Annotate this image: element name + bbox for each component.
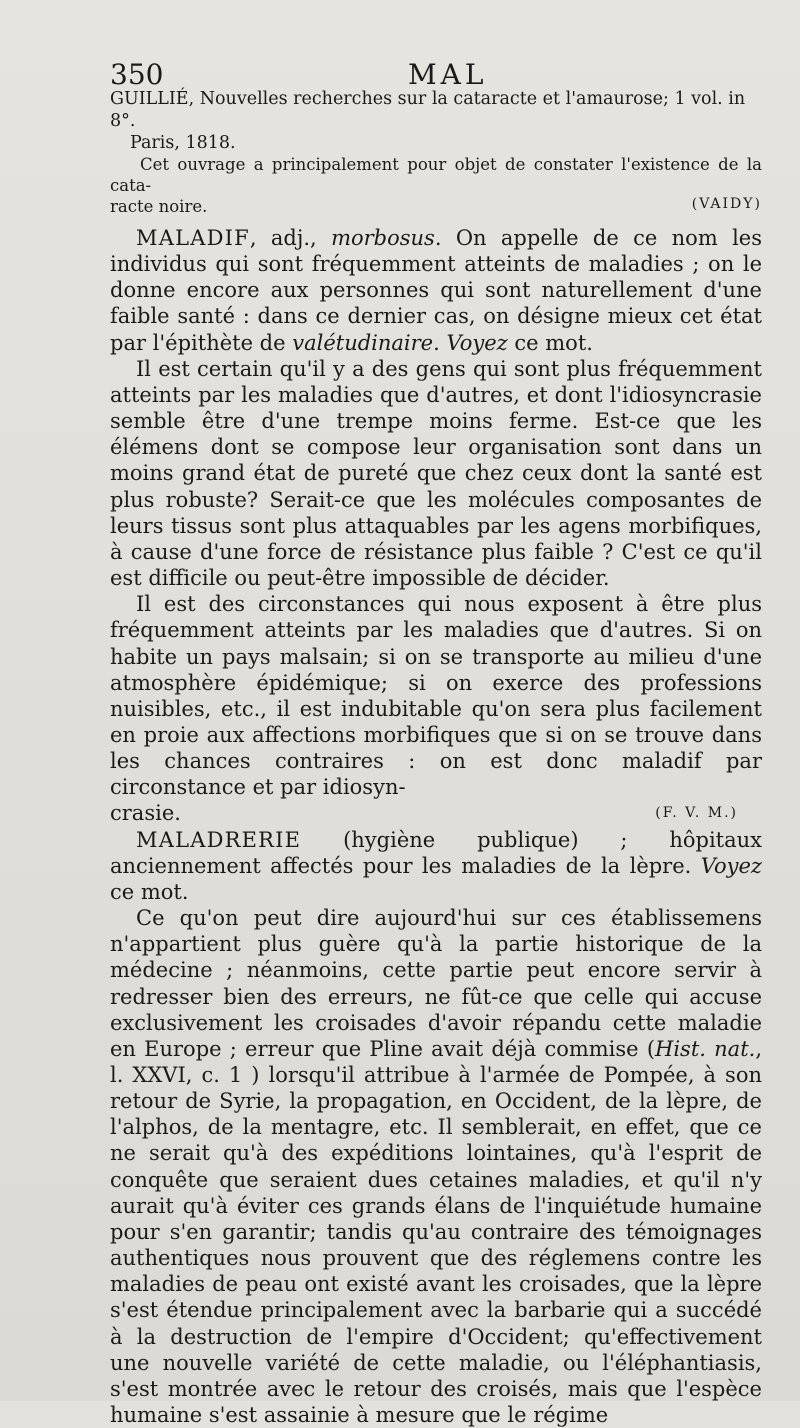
author-signature: (F. V. M.) — [655, 805, 738, 822]
reference-title: , Nouvelles recherches sur la cataracte et l'amaurose; 1 vol. in 8°. — [110, 89, 746, 131]
reference-note-line1: Cet ouvrage a principalement pour objet de constater l'existence de la cata- — [110, 155, 762, 195]
entry-maladrerie — [110, 827, 762, 905]
period-text: . — [433, 330, 447, 355]
latin-term: morbosus — [331, 226, 435, 250]
entry-maladif — [110, 225, 762, 356]
reference-note-line2: racte noire. — [110, 197, 208, 216]
paragraph-end — [110, 800, 762, 826]
article-body — [110, 225, 762, 1428]
paragraph-text: . On appelle de ce nom les individus qui sont fréquemment atteints de maladies ; on le donne encore aux personnes qui sont naturellement d'une faible santé : dans ce dernier cas, on désigne mieux cet état par l'épithète de — [110, 226, 762, 355]
page-header — [110, 58, 760, 92]
paragraph-text: ce mot. — [110, 879, 189, 904]
page-number: 350 — [110, 58, 164, 91]
reference-author: GUILLIÉ — [110, 89, 189, 109]
paragraph-text: Ce qu'on peut dire aujourd'hui sur ces établissemens n'appartient plus guère qu'à la partie historique de la médecine ; néanmoins, cette partie peut encore servir à redresser bien des erreurs, ne fût-ce que celle qui accuse exclusivement les croisades d'avoir répandu cette maladie en Europe ; erreur que Pline avait déjà commise ( — [110, 906, 762, 1061]
paragraph: Il est certain qu'il y a des gens qui sont plus fréquemment atteints par les maladies que d'autres, et dont l'idiosyncrasie semble être d'une trempe moins ferme. Est-ce que les élémens dont se compose leur organisation sont dans un moins grand état de pureté que chez ceux dont la santé est plus robuste? Serait-ce que les molécules composantes de leurs tissus sont plus attaquables par les agens morbifiques, à cause d'une force de résistance plus faible ? C'est ce qu'il est difficile ou peut-être impossible de décider. — [110, 356, 762, 591]
author-signature: (VAIDY) — [691, 196, 762, 212]
paragraph-text: ce mot. — [507, 330, 593, 355]
running-head: MAL — [408, 58, 488, 91]
bibliography-reference — [110, 88, 762, 154]
paragraph: Il est des circonstances qui nous exposent à être plus fréquemment atteints par les maladies que d'autres. Si on habite un pays malsain; si on se transporte au milieu d'une atmosphère épidémique; si on exerce des professions nuisibles, etc., il est indubitable qu'on sera plus facilement en proie aux affections morbifiques que si on se trouve dans les chances contraires : on est donc maladif par circonstance et par idiosyn- — [110, 592, 762, 800]
paragraph-text: crasie. — [110, 801, 181, 826]
page-content — [110, 88, 762, 1428]
paragraph-text: (hygiène publique) ; hôpitaux anciennement affectés pour les maladies de la lèpre. — [110, 827, 762, 878]
voyez-reference: Voyez — [700, 853, 762, 878]
voyez-reference: Voyez — [446, 330, 508, 355]
reference-note — [110, 154, 762, 196]
reference-note-end — [110, 196, 762, 217]
paragraph-text: , l. XXVI, c. 1 ) lorsqu'il attribue à l'armée de Pompée, à son retour de Syrie, la propagation, en Occident, de la lèpre, de l'alphos, de la mentagre, etc. Il semblerait, en effet, que ce ne serait qu'à des expéditions lointaines, qu'à l'esprit de conquête que seraient dues cetaines maladies, et qu'il n'y aurait qu'à éviter ces grands élans de l'inquiétude humaine pour s'en garantir; tandis qu'au contraire des témoignages authentiques nous prouvent que des réglemens contre les maladies de peau ont existé avant les croisades, que la lèpre s'est étendue principalement avec la barbarie qui a succédé à la destruction de l'empire d'Occident; qu'effectivement une nouvelle variété de cette maladie, ou l'éléphantiasis, s'est montrée avec le retour des croisés, mais que l'espèce humaine s'est assainie à mesure que le régime — [110, 1036, 762, 1428]
entry-term: MALADIF — [136, 226, 250, 250]
citation-title: Hist. nat. — [655, 1036, 756, 1061]
entry-grammar: , adj., — [249, 226, 332, 250]
cross-reference-term: valétudinaire — [292, 330, 434, 355]
reference-imprint: Paris, 1818. — [130, 133, 236, 153]
entry-term: MALADRERIE — [136, 827, 302, 852]
paragraph — [110, 905, 762, 1428]
